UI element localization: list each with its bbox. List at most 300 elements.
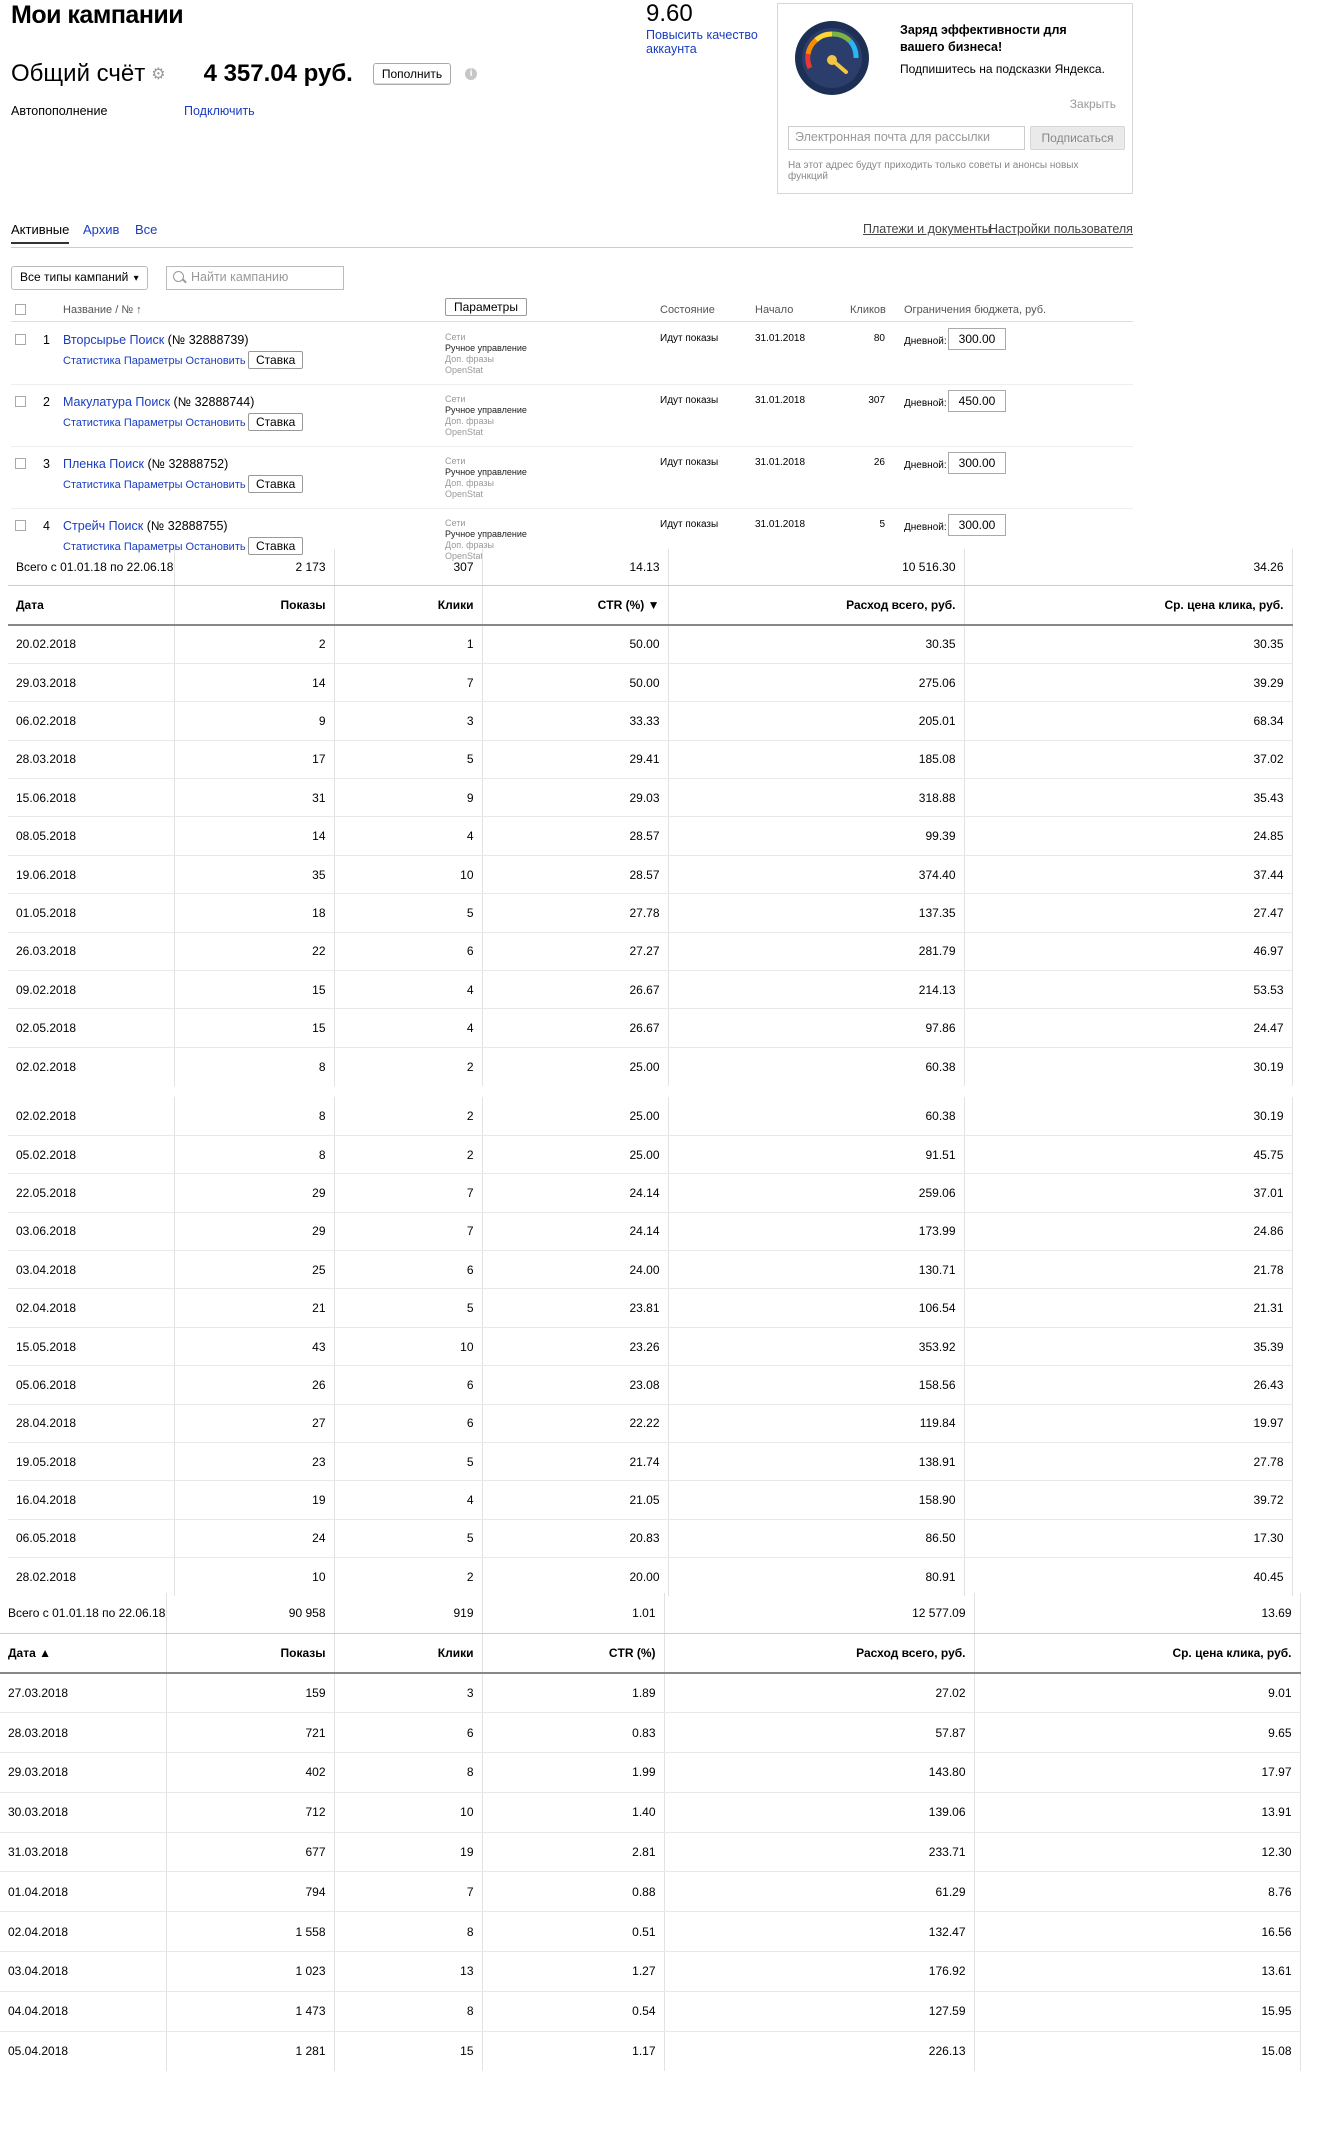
- stats-row: [8, 1251, 1292, 1289]
- stats-cell: 09.02.2018: [8, 971, 174, 1009]
- campaign-start: 31.01.2018: [755, 519, 806, 530]
- stats-cell: 8: [174, 1097, 334, 1135]
- search-placeholder: Найти кампанию: [191, 270, 289, 284]
- stats-cell: 2: [334, 1097, 482, 1135]
- campaign-row: [11, 447, 1133, 509]
- info-icon[interactable]: i: [465, 68, 477, 80]
- campaign-name-link[interactable]: Вторсырье Поиск: [63, 333, 165, 347]
- campaign-id: (№ 32888739): [167, 333, 249, 347]
- stats-header-row: [0, 1633, 1300, 1673]
- stats-cell: 50.00: [482, 625, 668, 663]
- stats-cell: 9.01: [974, 1673, 1300, 1713]
- stats-column-header[interactable]: Ср. цена клика, руб.: [974, 1633, 1300, 1673]
- stats-row: [8, 1135, 1292, 1173]
- stats-cell: 21.05: [482, 1481, 668, 1519]
- stats-column-header[interactable]: Показы: [174, 585, 334, 625]
- stats-cell: 15.06.2018: [8, 779, 174, 817]
- stats-total-cell: 12 577.09: [664, 1593, 974, 1633]
- campaign-name: [63, 519, 228, 533]
- campaign-id: (№ 32888752): [147, 457, 229, 471]
- stats-cell: 29.03.2018: [0, 1753, 166, 1793]
- stats-total-cell: 14.13: [482, 549, 668, 585]
- stats-column-header[interactable]: Показы: [166, 1633, 334, 1673]
- campaign-search-input[interactable]: [166, 266, 344, 290]
- stats-cell: 01.04.2018: [0, 1872, 166, 1912]
- stake-button[interactable]: Ставка: [248, 413, 303, 431]
- stats-cell: 15: [174, 1009, 334, 1047]
- daily-budget-input[interactable]: 450.00: [948, 390, 1006, 412]
- stats-cell: 19: [334, 1832, 482, 1872]
- clicks-header: Кликов: [850, 304, 886, 316]
- stats-cell: 02.02.2018: [8, 1097, 174, 1135]
- stats-row: [8, 855, 1292, 893]
- campaign-actions: [63, 417, 246, 429]
- campaign-clicks: 80: [873, 333, 885, 344]
- stats-row: [0, 1792, 1300, 1832]
- stats-row: [0, 1991, 1300, 2031]
- stats-cell: 176.92: [664, 1952, 974, 1992]
- stats-row: [0, 1753, 1300, 1793]
- stats-cell: 05.04.2018: [0, 2031, 166, 2071]
- stats-row: [8, 1174, 1292, 1212]
- user-settings-link[interactable]: Настройки пользователя: [989, 222, 1133, 236]
- stats-cell: 35.39: [964, 1327, 1292, 1365]
- campaign-stats-link[interactable]: Статистика: [63, 355, 121, 367]
- stats-cell: 6: [334, 1366, 482, 1404]
- stats-row: [0, 1832, 1300, 1872]
- stats-cell: 24.47: [964, 1009, 1292, 1047]
- stats-cell: 15.95: [974, 1991, 1300, 2031]
- settings-manual: Ручное управление: [445, 405, 527, 415]
- settings-networks: Сети: [445, 394, 466, 404]
- stats-cell: 30.19: [964, 1047, 1292, 1085]
- stats-row: [8, 663, 1292, 701]
- campaign-start: 31.01.2018: [755, 395, 806, 406]
- stats-cell: 138.91: [668, 1443, 964, 1481]
- stats-cell: 20.02.2018: [8, 625, 174, 663]
- stats-cell: 22.22: [482, 1404, 668, 1442]
- stats-cell: 8: [174, 1135, 334, 1173]
- stats-cell: 19.06.2018: [8, 855, 174, 893]
- stats-cell: 04.04.2018: [0, 1991, 166, 2031]
- stats-row: [0, 2031, 1300, 2071]
- topup-button[interactable]: Пополнить: [373, 63, 451, 85]
- stats-cell: 2: [334, 1135, 482, 1173]
- stats-cell: 13.91: [974, 1792, 1300, 1832]
- stats-cell: 14: [174, 817, 334, 855]
- campaign-state: Идут показы: [660, 333, 719, 344]
- stats-total-cell: Всего с 01.01.18 по 22.06.18: [8, 549, 174, 585]
- promo-email-input[interactable]: Электронная почта для рассылки: [788, 126, 1025, 150]
- stats-row: [8, 1404, 1292, 1442]
- stats-row: [8, 1558, 1292, 1596]
- stats-cell: 281.79: [668, 932, 964, 970]
- stats-cell: 27.27: [482, 932, 668, 970]
- stats-cell: 13.61: [974, 1952, 1300, 1992]
- stats-cell: 25.00: [482, 1097, 668, 1135]
- campaign-type-select[interactable]: [11, 266, 148, 290]
- stats-cell: 30.19: [964, 1097, 1292, 1135]
- stats-cell: 21.31: [964, 1289, 1292, 1327]
- stats-cell: 26.43: [964, 1366, 1292, 1404]
- stats-row: [8, 1097, 1292, 1135]
- state-header: Состояние: [660, 304, 715, 316]
- stats-row: [8, 1481, 1292, 1519]
- stats-cell: 27.47: [964, 894, 1292, 932]
- campaign-checkbox[interactable]: [15, 458, 26, 469]
- stats-cell: 158.90: [668, 1481, 964, 1519]
- stats-total-cell: 1.01: [482, 1593, 664, 1633]
- stats-cell: 259.06: [668, 1174, 964, 1212]
- stats-cell: 185.08: [668, 740, 964, 778]
- promo-note: На этот адрес будут приходить только советы и анонсы новых функций: [788, 160, 1079, 182]
- stats-row: [8, 894, 1292, 932]
- stats-column-header[interactable]: CTR (%): [482, 1633, 664, 1673]
- stats-cell: 80.91: [668, 1558, 964, 1596]
- quality-block: [646, 0, 776, 56]
- stats-cell: 15.08: [974, 2031, 1300, 2071]
- stake-button[interactable]: Ставка: [248, 351, 303, 369]
- stats-cell: 46.97: [964, 932, 1292, 970]
- stats-cell: 127.59: [664, 1991, 974, 2031]
- campaign-params-link[interactable]: Параметры: [123, 355, 183, 367]
- daily-budget-input[interactable]: 300.00: [948, 514, 1006, 536]
- stats-cell: 1.99: [482, 1753, 664, 1793]
- campaign-stats-link[interactable]: Статистика: [63, 541, 121, 553]
- stats-cell: 1 558: [166, 1912, 334, 1952]
- stats-cell: 5: [334, 1443, 482, 1481]
- stats-total-cell: 10 516.30: [668, 549, 964, 585]
- campaign-name-link[interactable]: Стрейч Поиск: [63, 519, 144, 533]
- stats-cell: 130.71: [668, 1251, 964, 1289]
- campaign-stop-link[interactable]: Остановить: [185, 479, 246, 491]
- stats-cell: 7: [334, 1212, 482, 1250]
- stats-cell: 99.39: [668, 817, 964, 855]
- stats-column-header[interactable]: Ср. цена клика, руб.: [964, 585, 1292, 625]
- campaign-checkbox[interactable]: [15, 520, 26, 531]
- stats-cell: 15: [174, 971, 334, 1009]
- stats-cell: 9: [334, 779, 482, 817]
- stats-cell: 173.99: [668, 1212, 964, 1250]
- stats-cell: 10: [334, 1327, 482, 1365]
- payments-documents-link[interactable]: Платежи и документы: [863, 222, 991, 236]
- campaign-name-link[interactable]: Макулатура Поиск: [63, 395, 171, 409]
- stats-cell: 5: [334, 1519, 482, 1557]
- stats-cell: 30.35: [964, 625, 1292, 663]
- stats-cell: 45.75: [964, 1135, 1292, 1173]
- tab-active[interactable]: Активные: [11, 222, 69, 244]
- stats-cell: 10: [334, 1792, 482, 1832]
- stats-cell: 20.83: [482, 1519, 668, 1557]
- stats-cell: 6: [334, 1713, 482, 1753]
- settings-extra: Доп. фразы: [445, 540, 494, 550]
- stats-cell: 143.80: [664, 1753, 974, 1793]
- stats-row: [8, 817, 1292, 855]
- stats-cell: 8.76: [974, 1872, 1300, 1912]
- campaign-params-link[interactable]: Параметры: [123, 417, 183, 429]
- stats-cell: 9: [174, 702, 334, 740]
- stats-column-header[interactable]: Дата ▲: [0, 1633, 166, 1673]
- stats-cell: 16.56: [974, 1912, 1300, 1952]
- stats-cell: 14: [174, 663, 334, 701]
- stats-header-row: [8, 585, 1292, 625]
- stats-cell: 28.57: [482, 817, 668, 855]
- stats-cell: 53.53: [964, 971, 1292, 1009]
- campaign-tabs: [11, 222, 1133, 248]
- stats-row: [8, 1366, 1292, 1404]
- campaign-stop-link[interactable]: Остановить: [185, 417, 246, 429]
- stats-cell: 4: [334, 971, 482, 1009]
- stats-column-header[interactable]: CTR (%) ▼: [482, 585, 668, 625]
- stats-column-header[interactable]: Клики: [334, 585, 482, 625]
- stake-button[interactable]: Ставка: [248, 537, 303, 555]
- campaign-number: 1: [43, 333, 50, 347]
- parameters-button[interactable]: Параметры: [445, 298, 527, 316]
- stats-cell: 27: [174, 1404, 334, 1442]
- campaign-number: 4: [43, 519, 50, 533]
- stats-cell: 43: [174, 1327, 334, 1365]
- stats-cell: 27.03.2018: [0, 1673, 166, 1713]
- campaign-id: (№ 32888744): [173, 395, 255, 409]
- stats-cell: 4: [334, 1481, 482, 1519]
- stats-cell: 1: [334, 625, 482, 663]
- stats-cell: 06.05.2018: [8, 1519, 174, 1557]
- campaign-clicks: 307: [868, 395, 885, 406]
- daily-budget-label: Дневной:: [904, 336, 947, 347]
- campaign-settings: [445, 394, 527, 438]
- campaign-checkbox[interactable]: [15, 396, 26, 407]
- stats-cell: 57.87: [664, 1713, 974, 1753]
- stats-cell: 139.06: [664, 1792, 974, 1832]
- stats-cell: 39.72: [964, 1481, 1292, 1519]
- campaign-params-link[interactable]: Параметры: [123, 541, 183, 553]
- stats-row: [8, 1519, 1292, 1557]
- stats-total-row: [0, 1593, 1300, 1633]
- stats-cell: 29.41: [482, 740, 668, 778]
- settings-extra: Доп. фразы: [445, 416, 494, 426]
- campaign-state: Идут показы: [660, 457, 719, 468]
- stats-cell: 21.74: [482, 1443, 668, 1481]
- campaign-row: [11, 323, 1133, 385]
- stats-cell: 28.02.2018: [8, 1558, 174, 1596]
- settings-openstat: OpenStat: [445, 551, 484, 561]
- stats-cell: 132.47: [664, 1912, 974, 1952]
- stats-cell: 1.17: [482, 2031, 664, 2071]
- stats-cell: 17: [174, 740, 334, 778]
- stats-row: [8, 1443, 1292, 1481]
- quality-score: 9.60: [646, 0, 693, 27]
- stats-cell: 1.27: [482, 1952, 664, 1992]
- stats-cell: 24.85: [964, 817, 1292, 855]
- settings-manual: Ручное управление: [445, 343, 527, 353]
- stats-cell: 137.35: [668, 894, 964, 932]
- stats-cell: 39.29: [964, 663, 1292, 701]
- stats-cell: 24: [174, 1519, 334, 1557]
- stats-cell: 374.40: [668, 855, 964, 893]
- stats-cell: 7: [334, 1174, 482, 1212]
- stats-cell: 13: [334, 1952, 482, 1992]
- stats-cell: 01.05.2018: [8, 894, 174, 932]
- stats-row: [0, 1673, 1300, 1713]
- stats-cell: 31: [174, 779, 334, 817]
- campaign-clicks: 26: [873, 457, 885, 468]
- stats-cell: 2: [174, 625, 334, 663]
- stats-cell: 03.04.2018: [0, 1952, 166, 1992]
- promo-subscribe-button[interactable]: Подписаться: [1030, 126, 1125, 150]
- campaign-number: 3: [43, 457, 50, 471]
- stats-cell: 21.78: [964, 1251, 1292, 1289]
- speedometer-icon: [794, 20, 870, 96]
- campaign-stop-link[interactable]: Остановить: [185, 355, 246, 367]
- stats-cell: 19.97: [964, 1404, 1292, 1442]
- stats-cell: 1.40: [482, 1792, 664, 1832]
- page-title: Мои кампании: [11, 1, 184, 29]
- stats-cell: 26.67: [482, 971, 668, 1009]
- stats-cell: 29: [174, 1174, 334, 1212]
- stats-cell: 22.05.2018: [8, 1174, 174, 1212]
- start-header: Начало: [755, 304, 794, 316]
- stats-cell: 28.57: [482, 855, 668, 893]
- campaign-settings: [445, 332, 527, 376]
- campaign-name-link[interactable]: Пленка Поиск: [63, 457, 144, 471]
- stats-row: [8, 971, 1292, 1009]
- stats-cell: 21: [174, 1289, 334, 1327]
- stats-cell: 28.03.2018: [8, 740, 174, 778]
- stats-cell: 7: [334, 663, 482, 701]
- stats-cell: 1 281: [166, 2031, 334, 2071]
- tab-all[interactable]: Все: [135, 222, 158, 237]
- stats-row: [0, 1872, 1300, 1912]
- stats-table-date-asc: [0, 1593, 1301, 2071]
- stats-cell: 17.97: [974, 1753, 1300, 1793]
- stats-cell: 20.00: [482, 1558, 668, 1596]
- stats-cell: 0.83: [482, 1713, 664, 1753]
- stats-cell: 1.89: [482, 1673, 664, 1713]
- stats-cell: 3: [334, 702, 482, 740]
- campaign-number: 2: [43, 395, 50, 409]
- stats-cell: 17.30: [964, 1519, 1292, 1557]
- stats-cell: 10: [174, 1558, 334, 1596]
- campaign-clicks: 5: [879, 519, 885, 530]
- stats-cell: 119.84: [668, 1404, 964, 1442]
- stats-cell: 24.86: [964, 1212, 1292, 1250]
- budget-header: Ограничения бюджета, руб.: [904, 304, 1047, 316]
- stats-column-header[interactable]: Клики: [334, 1633, 482, 1673]
- campaign-row: [11, 385, 1133, 447]
- stats-cell: 8: [334, 1753, 482, 1793]
- stats-row: [0, 1912, 1300, 1952]
- settings-manual: Ручное управление: [445, 529, 527, 539]
- campaign-name: [63, 457, 228, 471]
- settings-openstat: OpenStat: [445, 489, 484, 499]
- stats-cell: 27.02: [664, 1673, 974, 1713]
- stats-total-cell: 307: [334, 549, 482, 585]
- stats-column-header[interactable]: Дата: [8, 585, 174, 625]
- stats-column-header[interactable]: Расход всего, руб.: [668, 585, 964, 625]
- autopay-connect-link[interactable]: Подключить: [184, 104, 255, 118]
- stats-cell: 60.38: [668, 1097, 964, 1135]
- stats-row: [8, 932, 1292, 970]
- daily-budget-input[interactable]: 300.00: [948, 328, 1006, 350]
- stats-cell: 26.67: [482, 1009, 668, 1047]
- stats-cell: 50.00: [482, 663, 668, 701]
- campaign-stats-link[interactable]: Статистика: [63, 417, 121, 429]
- search-icon: [173, 271, 184, 282]
- stats-cell: 12.30: [974, 1832, 1300, 1872]
- stats-cell: 15.05.2018: [8, 1327, 174, 1365]
- stats-total-cell: Всего с 01.01.18 по 22.06.18: [0, 1593, 166, 1633]
- stats-cell: 37.44: [964, 855, 1292, 893]
- stats-cell: 353.92: [668, 1327, 964, 1365]
- stats-cell: 3: [334, 1673, 482, 1713]
- stats-cell: 37.01: [964, 1174, 1292, 1212]
- stats-cell: 19.05.2018: [8, 1443, 174, 1481]
- stats-cell: 31.03.2018: [0, 1832, 166, 1872]
- stats-cell: 6: [334, 932, 482, 970]
- sort-by-name-header[interactable]: Название / № ↑: [63, 304, 142, 316]
- campaign-settings: [445, 456, 527, 500]
- campaign-params-link[interactable]: Параметры: [123, 479, 183, 491]
- stats-cell: 30.03.2018: [0, 1792, 166, 1832]
- stats-cell: 25: [174, 1251, 334, 1289]
- stats-cell: 8: [334, 1912, 482, 1952]
- stats-cell: 712: [166, 1792, 334, 1832]
- settings-extra: Доп. фразы: [445, 478, 494, 488]
- tab-archive[interactable]: Архив: [83, 222, 120, 237]
- stats-cell: 24.14: [482, 1212, 668, 1250]
- campaign-actions: [63, 355, 246, 367]
- stats-cell: 25.00: [482, 1047, 668, 1085]
- campaign-stop-link[interactable]: Остановить: [185, 541, 246, 553]
- promo-close-link[interactable]: Закрыть: [1069, 97, 1116, 111]
- stats-cell: 2.81: [482, 1832, 664, 1872]
- settings-openstat: OpenStat: [445, 427, 484, 437]
- campaign-start: 31.01.2018: [755, 457, 806, 468]
- campaign-checkbox[interactable]: [15, 334, 26, 345]
- stats-cell: 6: [334, 1404, 482, 1442]
- campaign-stats-link[interactable]: Статистика: [63, 479, 121, 491]
- stats-total-cell: 13.69: [974, 1593, 1300, 1633]
- stats-row: [8, 625, 1292, 663]
- stats-cell: 2: [334, 1047, 482, 1085]
- stats-cell: 721: [166, 1713, 334, 1753]
- select-all-checkbox[interactable]: [15, 304, 26, 315]
- stats-cell: 1 023: [166, 1952, 334, 1992]
- account-amount: 4 357.04 руб.: [203, 60, 353, 87]
- stats-column-header[interactable]: Расход всего, руб.: [664, 1633, 974, 1673]
- stats-cell: 40.45: [964, 1558, 1292, 1596]
- campaign-start: 31.01.2018: [755, 333, 806, 344]
- stats-cell: 03.04.2018: [8, 1251, 174, 1289]
- campaign-name: [63, 395, 254, 409]
- stake-button[interactable]: Ставка: [248, 475, 303, 493]
- stats-cell: 23.08: [482, 1366, 668, 1404]
- stats-cell: 33.33: [482, 702, 668, 740]
- stats-cell: 233.71: [664, 1832, 974, 1872]
- stats-cell: 275.06: [668, 663, 964, 701]
- stats-table-continued: [8, 1097, 1293, 1596]
- stats-cell: 02.04.2018: [0, 1912, 166, 1952]
- stats-total-row: [8, 549, 1292, 585]
- stats-cell: 214.13: [668, 971, 964, 1009]
- stats-cell: 16.04.2018: [8, 1481, 174, 1519]
- stats-cell: 24.00: [482, 1251, 668, 1289]
- improve-quality-link[interactable]: Повысить качество аккаунта: [646, 28, 758, 56]
- stats-cell: 02.04.2018: [8, 1289, 174, 1327]
- gear-icon[interactable]: ⚙: [151, 66, 166, 83]
- daily-budget-label: Дневной:: [904, 460, 947, 471]
- daily-budget-input[interactable]: 300.00: [948, 452, 1006, 474]
